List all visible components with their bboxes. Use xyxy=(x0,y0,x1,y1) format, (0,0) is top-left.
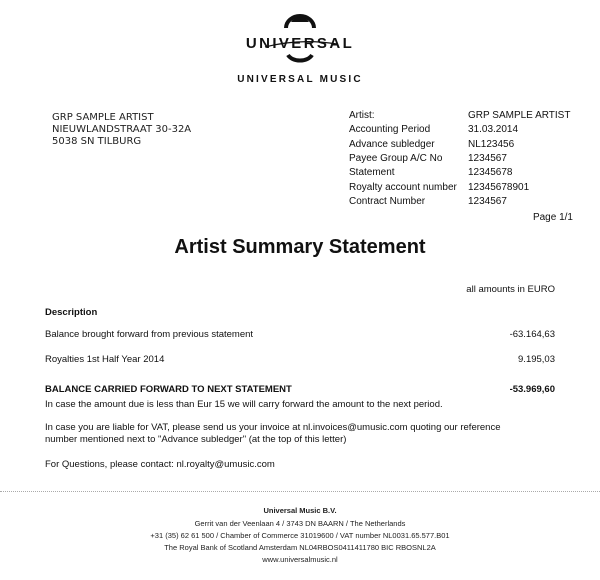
info-value-advance-subledger: NL123456 xyxy=(468,139,515,150)
info-value-artist: GRP SAMPLE ARTIST xyxy=(468,110,571,121)
address-street: NIEUWLANDSTRAAT 30-32A xyxy=(52,124,192,135)
line-item-amount: 9.195,03 xyxy=(518,354,555,365)
currency-note: all amounts in EURO xyxy=(466,284,555,295)
address-name: GRP SAMPLE ARTIST xyxy=(52,112,154,123)
info-label-payee-group: Payee Group A/C No xyxy=(349,153,443,164)
info-label-royalty-account: Royalty account number xyxy=(349,182,457,193)
balance-amount: -53.969,60 xyxy=(509,384,555,395)
line-item-label: Balance brought forward from previous statement xyxy=(45,329,254,340)
footer-company: Universal Music B.V. xyxy=(263,506,337,515)
universal-music-logo xyxy=(0,14,600,89)
description-header: Description xyxy=(45,307,98,318)
info-value-royalty-account: 12345678901 xyxy=(468,182,530,193)
address-city: 5038 SN TILBURG xyxy=(52,136,142,147)
info-label-artist: Artist: xyxy=(349,110,375,121)
logo-subtitle: UNIVERSAL MUSIC xyxy=(237,74,363,85)
footer-registration: +31 (35) 62 61 500 / Chamber of Commerce 31019600 / VAT number NL0031.65.577.B01 xyxy=(150,531,450,540)
note-vat-line-2: number mentioned next to "Advance subledger" (at the top of this letter) xyxy=(45,434,347,445)
note-vat-line-1: In case you are liable for VAT, please send us your invoice at nl.invoices@umusic.com quoting our reference xyxy=(45,422,501,433)
info-value-payee-group: 1234567 xyxy=(468,153,507,164)
note-carry-forward: In case the amount due is less than Eur 15 we will carry forward the amount to the next period. xyxy=(45,399,443,410)
info-label-statement: Statement xyxy=(349,167,395,178)
footer-divider xyxy=(0,491,600,492)
logo-wordmark: UNIVERSAL xyxy=(245,35,355,52)
info-value-accounting-period: 31.03.2014 xyxy=(468,124,519,135)
line-item-amount: -63.164,63 xyxy=(509,329,555,340)
info-value-statement: 12345678 xyxy=(468,167,513,178)
info-label-accounting-period: Accounting Period xyxy=(349,124,431,135)
page-title: Artist Summary Statement xyxy=(174,236,426,258)
footer-website: www.universalmusic.nl xyxy=(262,555,338,564)
note-contact: For Questions, please contact: nl.royalty@umusic.com xyxy=(45,459,275,470)
info-value-contract-number: 1234567 xyxy=(468,196,507,207)
line-item-label: Royalties 1st Half Year 2014 xyxy=(45,354,165,365)
footer-bank: The Royal Bank of Scotland Amsterdam NL04RBOS0411411780 BIC RBOSNL2A xyxy=(164,543,436,552)
page-number: Page 1/1 xyxy=(532,212,573,223)
info-label-advance-subledger: Advance subledger xyxy=(349,139,435,150)
footer-address: Gerrit van der Veenlaan 4 / 3743 DN BAARN / The Netherlands xyxy=(194,519,406,528)
info-label-contract-number: Contract Number xyxy=(349,196,426,207)
balance-label: BALANCE CARRIED FORWARD TO NEXT STATEMENT xyxy=(45,384,292,395)
